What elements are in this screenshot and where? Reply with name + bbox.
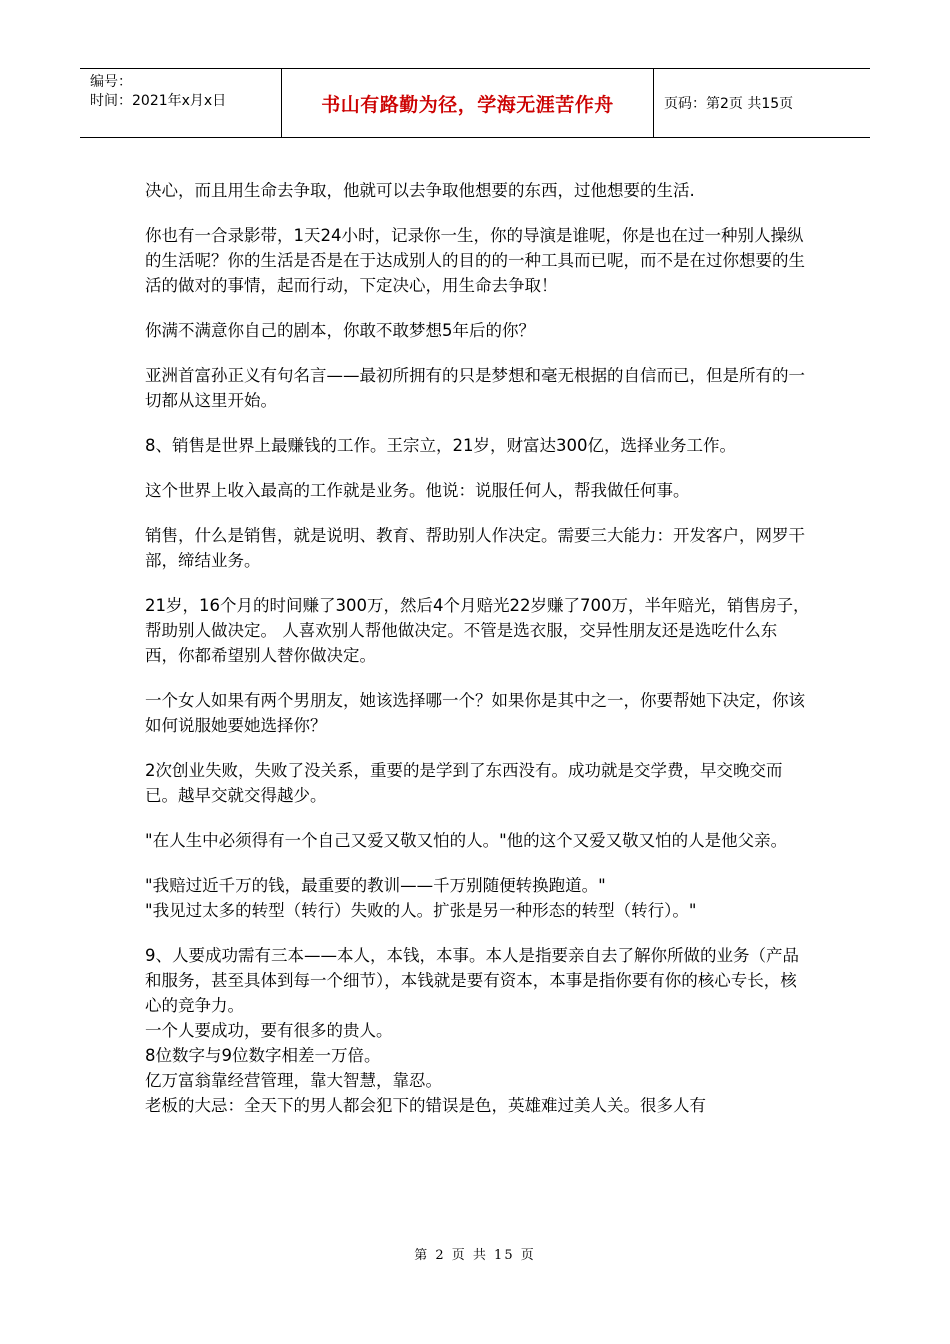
text-line: 一个人要成功，要有很多的贵人。 xyxy=(145,1021,393,1040)
page-footer: 第 2 页 共 15 页 xyxy=(414,1248,536,1263)
number-label: 编号： xyxy=(90,74,132,90)
paragraph: 销售，什么是销售，就是说明、教育、帮助别人作决定。需要三大能力：开发客户，网罗干部，缔结业务。 xyxy=(145,526,805,570)
paragraph: 这个世界上收入最高的工作就是业务。他说：说服任何人，帮我做任何事。 xyxy=(145,481,690,500)
header-motto: 书山有路勤为径，学海无涯苦作舟 xyxy=(282,69,654,137)
document-body xyxy=(145,178,810,1118)
paragraph: "在人生中必须得有一个自己又爱又敬又怕的人。"他的这个又爱又敬又怕的人是他父亲。 xyxy=(145,831,788,850)
paragraph: 你也有一合录影带，1天24小时，记录你一生，你的导演是谁呢，你是也在过一种别人操纵的生活呢？你的生活是否是在于达成别人的目的的一种工具而已呢，而不是在过你想要的生活的做对的事情，起而行动，下定决心，用生命去争取！ xyxy=(145,226,805,295)
paragraph: 亚洲首富孙正义有句名言——最初所拥有的只是梦想和毫无根据的自信而已，但是所有的一切都从这里开始。 xyxy=(145,366,805,410)
page-header xyxy=(80,68,870,138)
paragraph: 21岁，16个月的时间赚了300万，然后4个月赔光22岁赚了700万，半年赔光，销售房子，帮助别人做决定。 人喜欢别人帮他做决定。不管是选衣服，交异性朋友还是选吃什么东西，你都希望别人替你做决定。 xyxy=(145,596,810,665)
text-line: 亿万富翁靠经营管理，靠大智慧，靠忍。 xyxy=(145,1071,442,1090)
paragraph: 8、销售是世界上最赚钱的工作。王宗立，21岁，财富达300亿，选择业务工作。 xyxy=(145,436,736,455)
paragraph: 决心，而且用生命去争取，他就可以去争取他想要的东西，过他想要的生活. xyxy=(145,181,695,200)
text-line: 8位数字与9位数字相差一万倍。 xyxy=(145,1046,381,1065)
header-meta xyxy=(80,69,282,137)
quote-line: "我见过太多的转型（转行）失败的人。扩张是另一种形态的转型（转行）。" xyxy=(145,901,697,920)
time-label: 时间：2021年x月x日 xyxy=(90,93,227,109)
quote-line: "我赔过近千万的钱，最重要的教训——千万别随便转换跑道。" xyxy=(145,876,606,895)
text-line: 9、人要成功需有三本——本人，本钱，本事。本人是指要亲自去了解你所做的业务（产品和服务，甚至具体到每一个细节），本钱就是要有资本，本事是指你要有你的核心专长，核心的竞争力。 xyxy=(145,946,799,1015)
header-page-info: 页码：第2页 共15页 xyxy=(664,96,794,112)
text-line: 老板的大忌：全天下的男人都会犯下的错误是色，英雄难过美人关。很多人有 xyxy=(145,1096,706,1115)
paragraph: 你满不满意你自己的剧本，你敢不敢梦想5年后的你？ xyxy=(145,321,535,340)
paragraph: 2次创业失败，失败了没关系，重要的是学到了东西没有。成功就是交学费，早交晚交而已。越早交就交得越少。 xyxy=(145,761,783,805)
paragraph: 一个女人如果有两个男朋友，她该选择哪一个？如果你是其中之一，你要帮她下决定，你该如何说服她要她选择你？ xyxy=(145,691,805,735)
